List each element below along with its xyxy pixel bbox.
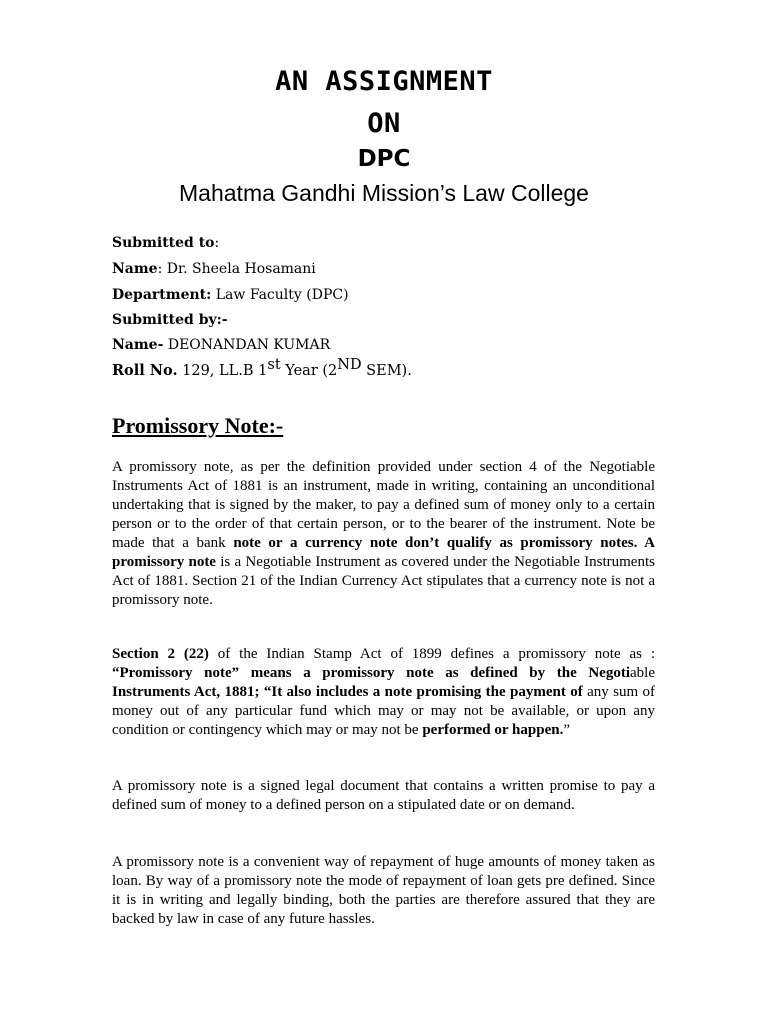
title-an-assignment: AN ASSIGNMENT xyxy=(275,66,493,97)
student-name-line xyxy=(112,337,330,354)
paragraph-2-quote-c: performed or happen. xyxy=(422,722,564,738)
roll-year-text: Year (2 xyxy=(280,363,338,379)
title-subject: DPC xyxy=(357,146,411,172)
department-value: Law Faculty (DPC) xyxy=(211,287,349,303)
paragraph-2-part-d: able xyxy=(630,665,655,681)
paragraph-1-part-c: is a Negotiable Instrument as covered under the Negotiable Instruments Act of 1881. Section 21 of the Indian Currency Act stipulates that a currency note is not a promissory note. xyxy=(112,554,655,608)
recipient-name-value: : Dr. Sheela Hosamani xyxy=(157,261,316,277)
paragraph-stamp-act xyxy=(112,645,655,740)
title-on: ON xyxy=(367,108,401,139)
department-label: Department: xyxy=(112,287,212,303)
department-line xyxy=(112,287,349,304)
paragraph-signed-document: A promissory note is a signed legal document that contains a written promise to pay a defined sum of money to a defined person on a stipulated date or on demand. xyxy=(112,778,655,813)
submitted-to-label: Submitted to xyxy=(112,235,215,251)
recipient-name-label: Name xyxy=(112,261,158,277)
roll-number-line xyxy=(112,357,412,380)
paragraph-2-part-b: of the Indian Stamp Act of 1899 defines a promissory note as : xyxy=(208,646,656,662)
section-heading: Promissory Note:- xyxy=(112,413,284,438)
paragraph-2-end-quote: ” xyxy=(563,722,570,738)
roll-ordinal-st: st xyxy=(267,357,281,373)
recipient-name-line xyxy=(112,261,316,278)
paragraph-1-bold: note or a currency note don’t qualify as promissory notes. A promissory note xyxy=(112,535,656,570)
submitted-to-line xyxy=(112,235,219,252)
roll-ordinal-nd: ND xyxy=(337,357,362,373)
student-name-value: DEONANDAN KUMAR xyxy=(163,337,331,353)
paragraph-2-section-ref: Section 2 (22) xyxy=(112,646,209,662)
paragraph-repayment: A promissory note is a convenient way of repayment of huge amounts of money taken as loan. By way of a promissory note the mode of repayment of loan gets pre defined. Since it is in writing and legally binding, both the parties are therefore assured that they are backed by law in case of any future hassles. xyxy=(112,854,655,927)
paragraph-1-part-a: A promissory note, as per the definition provided under section 4 of the Negotiable Instruments Act of 1881 is an instrument, made in writing, containing an unconditional undertaking that is signed by the maker, to pay a defined sum of money only to a certain person or to the order of that certain person, or to the bearer of the instrument. Note be made that a bank xyxy=(112,459,655,551)
student-name-label: Name- xyxy=(112,337,164,353)
roll-semester-text: SEM). xyxy=(361,363,412,379)
roll-number-label: Roll No. xyxy=(112,362,178,379)
paragraph-definition xyxy=(112,458,655,610)
paragraph-2-part-f: any sum of money out of any particular fund which may or may not be available, or upon any condition or contingency which may or may not be xyxy=(112,684,655,738)
roll-number-value: 129, LL.B 1 xyxy=(177,363,268,379)
paragraph-2-quote-b: Instruments Act, 1881; “It also includes a note promising the payment of xyxy=(112,684,583,700)
title-college: Mahatma Gandhi Mission’s Law College xyxy=(179,180,589,206)
submitted-by-label: Submitted by:- xyxy=(112,312,228,328)
submitted-by-line xyxy=(112,312,228,329)
submitted-to-colon: : xyxy=(214,235,220,251)
paragraph-2-quote-a: “Promissory note” means a promissory note as defined by the Negoti xyxy=(112,665,631,681)
